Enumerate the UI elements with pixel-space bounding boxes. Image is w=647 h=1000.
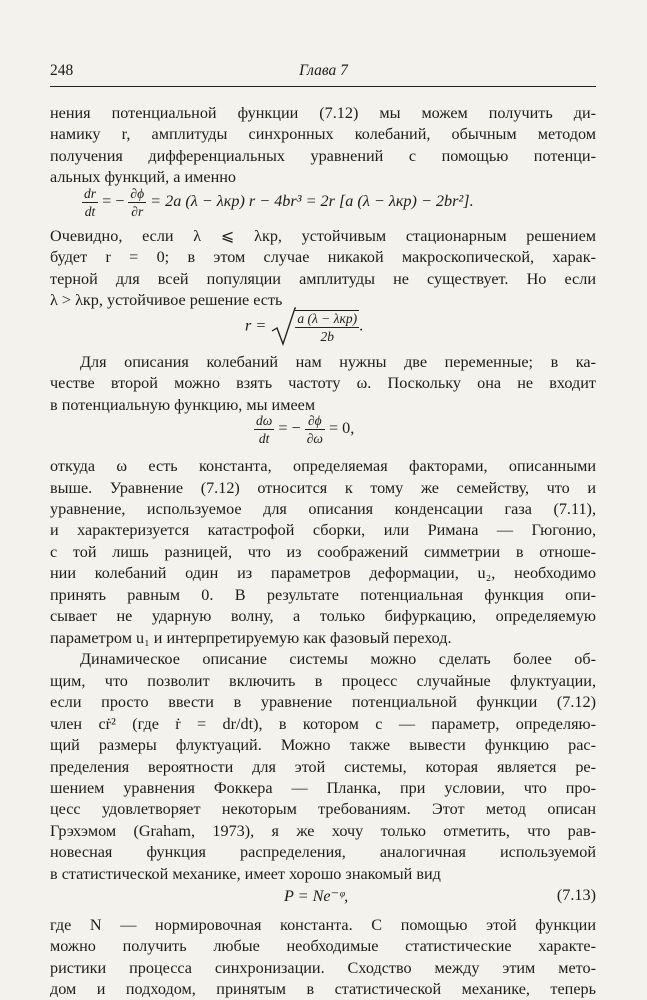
text-line: выше. Уравнение (7.12) относится к тому же семейству, что и	[50, 478, 596, 497]
text-line: уравнение, используемое для описания конденсации газа (7.11),	[50, 500, 596, 518]
text-line: пределения вероятности для этой системы, которая является ре-	[50, 757, 596, 776]
text-line: член cṙ² (где ṙ = dr/dt), в котором c — параметр, определяю-	[50, 714, 596, 733]
running-title: Глава 7	[299, 62, 348, 79]
fraction: $\frac{d\omega}{dt}$	[256, 413, 273, 447]
page-header	[50, 62, 597, 84]
text-line: дом и подходом, принятым в статистической механике, теперь	[50, 980, 596, 998]
equation-dr-dt: $\frac{dr}{dt}$ = − $\frac{\partial\phi}{\partial r}$ = 2a (λ − λкр) r − 4br³ = 2r [a (λ − λкр) − 2br²].	[84, 185, 474, 219]
text-line: в статистической механике, имеет хорошо знакомый вид	[50, 864, 441, 883]
equation-713: P = Ne⁻ᵠ,	[284, 887, 349, 906]
text-line: намику r, амплитуды синхронных колебаний, обычным методом	[50, 125, 596, 144]
header-rule	[50, 86, 596, 87]
fraction: $\frac{dr}{dt}$	[84, 185, 97, 219]
text-line: нии колебаний один из параметров деформации, u₂, необходимо	[50, 564, 596, 583]
text-line: щим, что позволит включить в процесс случайные флуктуации,	[50, 671, 596, 690]
text-line: Для описания колебаний нам нужны две переменные; в ка-	[80, 352, 596, 371]
text-line: принять равным 0. В результате потенциальная функция опи-	[50, 585, 596, 604]
text-line: честве второй можно взять частоту ω. Поскольку она не входит	[50, 374, 596, 393]
text-line: откуда ω есть константа, определяемая факторами, описанными	[50, 457, 596, 476]
text-line: в потенциальную функцию, мы имеем	[50, 395, 316, 414]
equation-domega-dt: $\frac{d\omega}{dt}$ = − $\frac{\partial\phi}{\partial\omega}$ = 0,	[256, 413, 355, 447]
text-line: нения потенциальной функции (7.12) мы можем получить ди-	[50, 103, 596, 122]
text-line: Грэхэмом (Graham, 1973), я же хочу только отметить, что рав-	[50, 821, 596, 840]
equation-r-sqrt: r = $\frac{\text{a (λ − λкр)}}{2b}$ .	[245, 307, 363, 347]
text-line: новесная функция распределения, аналогичная используемой	[50, 843, 596, 862]
fraction: $\frac{\text{a (λ − λкр)}}{2b}$	[297, 310, 358, 344]
text-line: альных функций, а именно	[50, 168, 236, 187]
fraction: $\frac{\partial\phi}{\partial\omega}$	[306, 413, 323, 447]
text-line: λ > λкр, устойчивое решение есть	[50, 291, 283, 310]
text-line: цесс удовлетворяет некоторым требованиям. Этот метод описан	[50, 800, 596, 819]
text-line: получения дифференциальных уравнений с помощью потенци-	[50, 146, 596, 165]
text-line: будет r = 0; в этом случае никакой макроскопической, харак-	[50, 248, 596, 267]
text-line: Очевидно, если λ ⩽ λкр, устойчивым стационарным решением	[50, 226, 596, 245]
text-line: шением уравнения Фоккера — Планка, при условии, что про-	[50, 779, 596, 798]
text-line: сывает не ударную волну, а только бифуркацию, определяемую	[50, 607, 596, 626]
text-line: щий размеры флуктуаций. Можно также вывести функцию рас-	[50, 736, 596, 755]
text-line: Динамическое описание системы можно сделать более об-	[80, 650, 596, 669]
text-line: терной для всей популяции амплитуды не существует. Но если	[50, 269, 596, 288]
text-line: с той лишь разницей, что из соображений симметрии в отноше-	[50, 542, 596, 561]
text-line: если просто ввести в уравнение потенциальной функции (7.12)	[50, 693, 596, 712]
text-line: параметром u₁ и интерпретируемую как фазовый переход.	[50, 628, 452, 647]
page-number: 248	[50, 62, 74, 79]
text-line: и характеризуется катастрофой сборки, или Римана — Гюгонио,	[50, 521, 596, 540]
text-line: где N — нормировочная константа. С помощью этой функции	[50, 915, 596, 934]
text-line: ристики процесса синхронизации. Сходство между этим мето-	[50, 958, 596, 977]
equation-number: (7.13)	[556, 886, 596, 905]
text-line: можно получить любые необходимые статистические характе-	[50, 937, 596, 956]
fraction: $\frac{\partial\phi}{\partial r}$	[130, 185, 145, 219]
radical-sign	[270, 307, 296, 347]
